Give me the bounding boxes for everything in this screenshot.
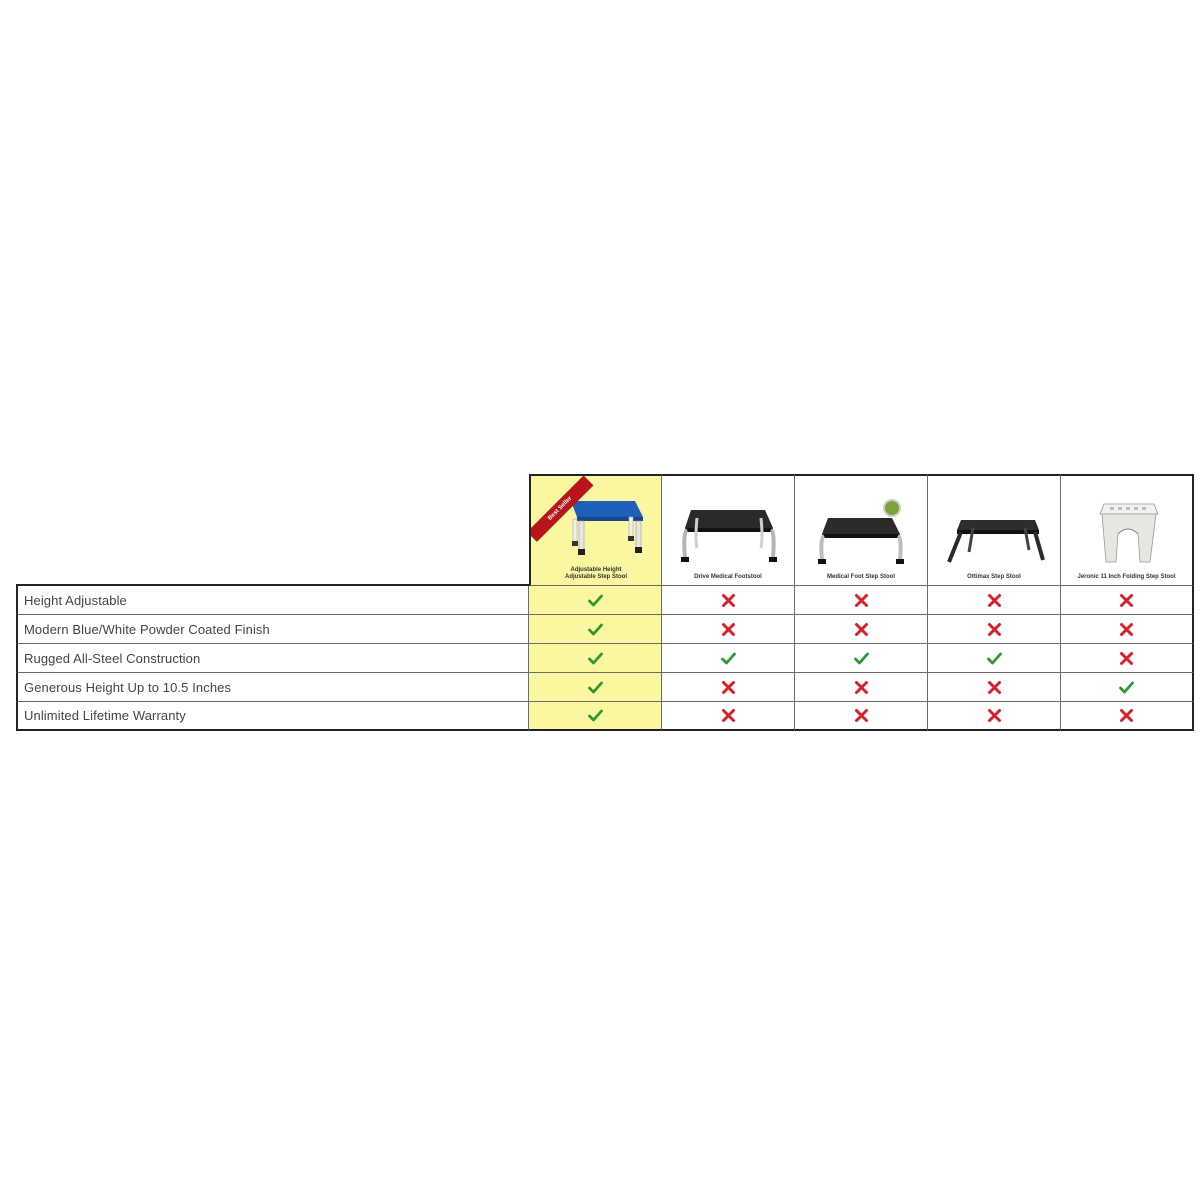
check-icon	[1119, 680, 1134, 695]
feature-row-label	[16, 586, 529, 615]
check-icon	[721, 651, 736, 666]
product-header-4	[928, 474, 1061, 586]
black-footstool-image	[673, 498, 783, 572]
feature-value-cell	[529, 586, 662, 615]
product-name-4: Ottimax Step Stool	[967, 574, 1021, 580]
feature-value-cell	[928, 644, 1061, 673]
check-icon	[588, 593, 603, 608]
feature-value-cell	[795, 702, 928, 731]
feature-value-cell	[928, 673, 1061, 702]
check-icon	[588, 708, 603, 723]
product-header-5	[1061, 474, 1194, 586]
feature-value-cell	[928, 615, 1061, 644]
feature-label: Unlimited Lifetime Warranty	[24, 708, 186, 723]
feature-value-cell	[1061, 673, 1194, 702]
check-icon	[588, 680, 603, 695]
feature-value-cell	[529, 615, 662, 644]
check-icon	[854, 651, 869, 666]
check-icon	[588, 651, 603, 666]
feature-row-label	[16, 644, 529, 673]
cross-icon	[1119, 651, 1134, 666]
product-name-5: Jeronic 11 Inch Folding Step Stool	[1077, 574, 1176, 580]
cross-icon	[721, 593, 736, 608]
feature-value-cell	[662, 586, 795, 615]
feature-value-cell	[795, 644, 928, 673]
white-folding-stool-image	[1072, 498, 1182, 572]
cross-icon	[987, 593, 1002, 608]
feature-value-cell	[1061, 586, 1194, 615]
product-header-1	[529, 474, 662, 586]
cross-icon	[1119, 708, 1134, 723]
feature-value-cell	[662, 644, 795, 673]
cross-icon	[721, 680, 736, 695]
feature-row-label	[16, 702, 529, 731]
comparison-table	[16, 474, 1194, 731]
cross-icon	[854, 708, 869, 723]
cross-icon	[987, 680, 1002, 695]
feature-value-cell	[662, 673, 795, 702]
feature-value-cell	[662, 702, 795, 731]
feature-value-cell	[795, 615, 928, 644]
product-header-3	[795, 474, 928, 586]
feature-value-cell	[529, 644, 662, 673]
product-name-3: Medical Foot Step Stool	[826, 574, 895, 580]
cross-icon	[1119, 593, 1134, 608]
cross-icon	[854, 680, 869, 695]
feature-value-cell	[795, 586, 928, 615]
cross-icon	[854, 593, 869, 608]
feature-value-cell	[795, 673, 928, 702]
cross-icon	[987, 622, 1002, 637]
feature-value-cell	[529, 702, 662, 731]
table-corner	[16, 474, 529, 586]
feature-row-label	[16, 673, 529, 702]
feature-label: Height Adjustable	[24, 592, 127, 608]
feature-value-cell	[1061, 644, 1194, 673]
feature-value-cell	[928, 702, 1061, 731]
feature-label: Rugged All-Steel Construction	[24, 650, 201, 666]
black-folding-stool-image	[939, 498, 1049, 572]
feature-value-cell	[529, 673, 662, 702]
cross-icon	[721, 708, 736, 723]
check-icon	[588, 622, 603, 637]
feature-value-cell	[1061, 615, 1194, 644]
cross-icon	[721, 622, 736, 637]
cross-icon	[987, 708, 1002, 723]
feature-label: Modern Blue/White Powder Coated Finish	[24, 621, 270, 637]
best-seller-ribbon: Best Seller	[529, 475, 593, 541]
check-icon	[987, 651, 1002, 666]
black-step-stool-image	[806, 498, 916, 572]
product-name-2: Drive Medical Footstool	[694, 574, 762, 580]
feature-value-cell	[662, 615, 795, 644]
feature-label: Generous Height Up to 10.5 Inches	[24, 679, 232, 695]
feature-row-label	[16, 615, 529, 644]
product-name-1: Adjustable Height Adjustable Step Stool	[564, 567, 627, 580]
cross-icon	[854, 622, 869, 637]
product-header-2	[662, 474, 795, 586]
cross-icon	[1119, 622, 1134, 637]
feature-value-cell	[1061, 702, 1194, 731]
feature-value-cell	[928, 586, 1061, 615]
